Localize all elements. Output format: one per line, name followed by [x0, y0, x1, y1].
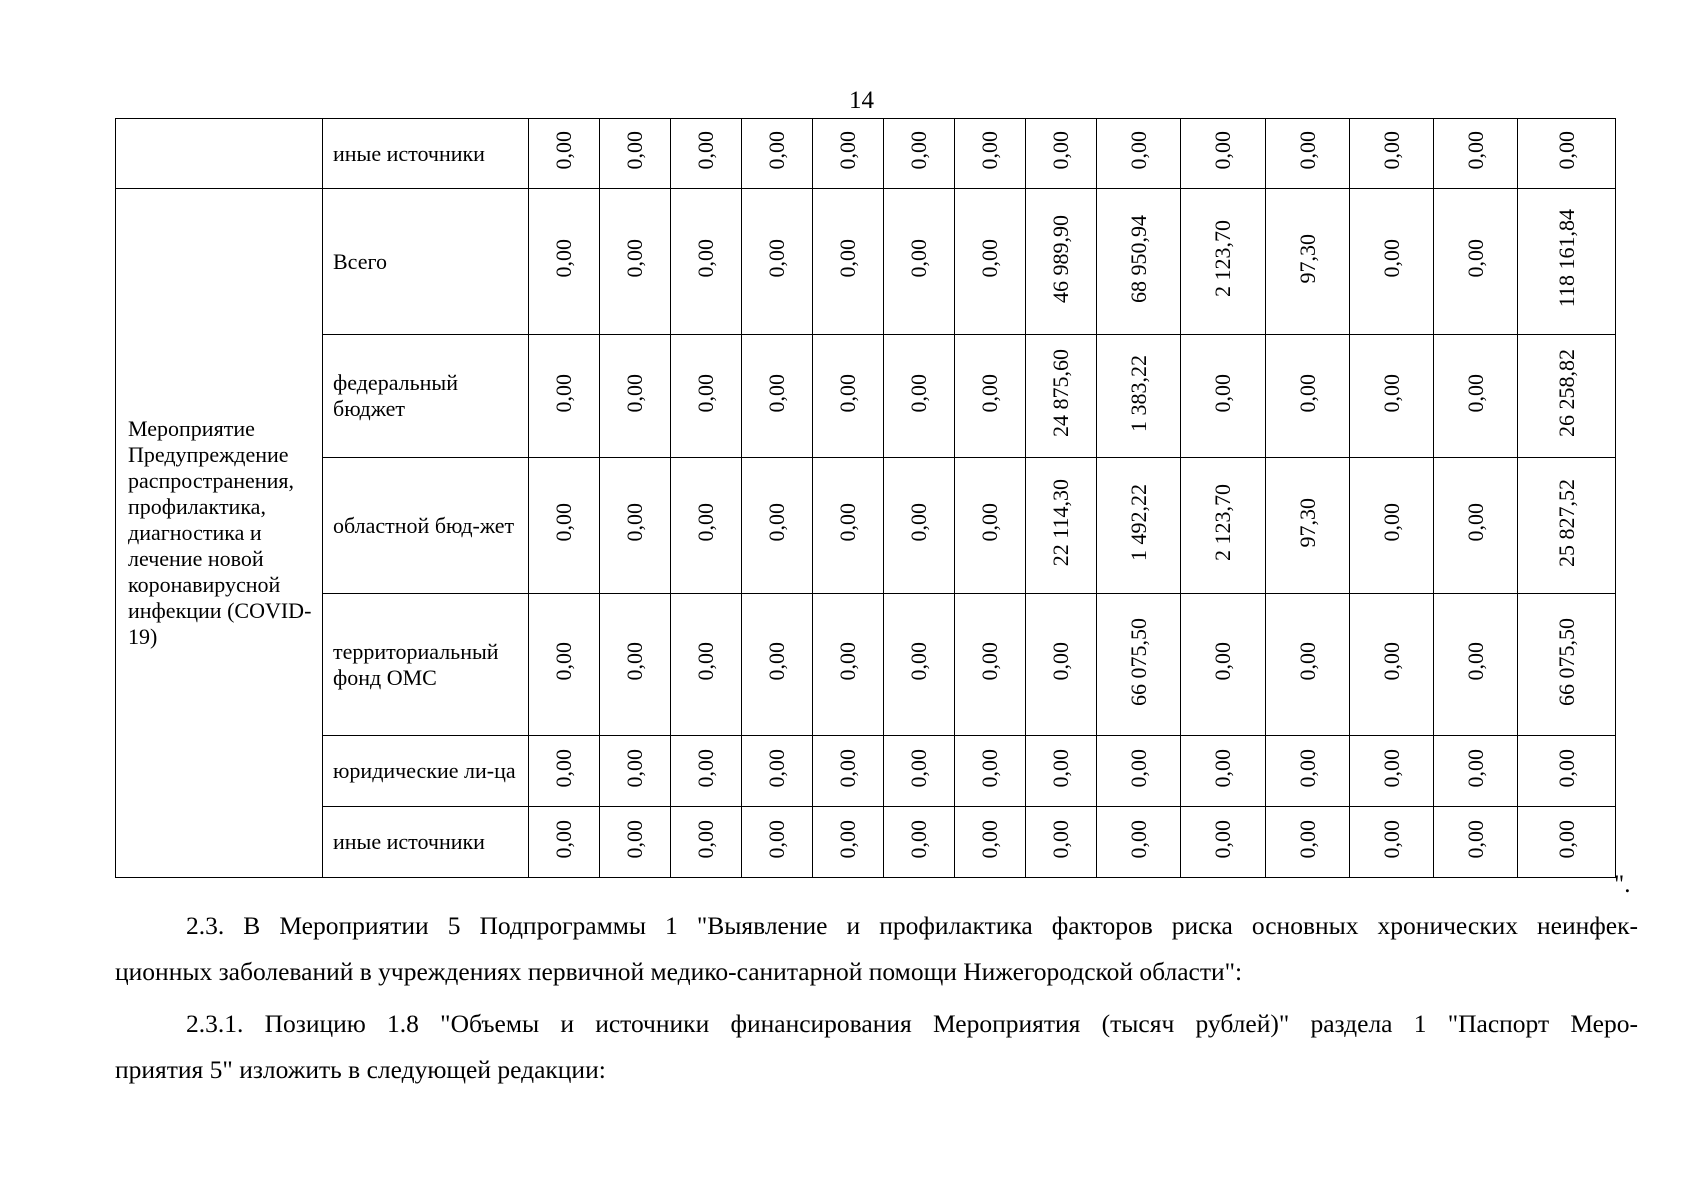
- value-cell: [742, 594, 813, 736]
- value-cell: [1518, 335, 1616, 458]
- value-cell: [742, 807, 813, 878]
- value-cell: [955, 594, 1026, 736]
- value-text: 0,00: [1125, 819, 1151, 859]
- value-cell: [1097, 335, 1181, 458]
- value-cell: [1350, 458, 1434, 594]
- value-cell: [671, 335, 742, 458]
- value-text: 0,00: [1462, 131, 1488, 170]
- paragraph-2-3-1-line-2: приятия 5" изложить в следующей редакции:: [115, 1055, 606, 1084]
- value-cell: [1266, 189, 1350, 335]
- value-cell: [742, 189, 813, 335]
- value-text: 0,00: [1210, 748, 1235, 788]
- value-text: 24 875,60: [1048, 349, 1073, 437]
- funding-source-cell: Всего: [323, 189, 529, 335]
- value-text: 0,00: [551, 642, 576, 681]
- table-row: [116, 335, 1616, 458]
- value-text: 26 258,82: [1553, 349, 1579, 437]
- value-cell: [955, 119, 1026, 189]
- table-row: [116, 807, 1616, 878]
- paragraph-2-3-line-1: 2.3. В Мероприятии 5 Подпрограммы 1 "Выявление и профилактика факторов риска основных хронических неинфек-: [186, 911, 1638, 940]
- value-cell: [1434, 736, 1518, 807]
- value-cell: [1350, 335, 1434, 458]
- value-cell: [813, 807, 884, 878]
- value-text: 0,00: [1378, 642, 1404, 681]
- value-cell: [813, 189, 884, 335]
- value-text: 0,00: [693, 239, 718, 278]
- value-cell: [955, 736, 1026, 807]
- value-cell: [671, 458, 742, 594]
- value-cell: [529, 807, 600, 878]
- value-text: 0,00: [1462, 819, 1488, 859]
- value-cell: [955, 335, 1026, 458]
- value-text: 0,00: [764, 239, 789, 278]
- value-text: 0,00: [1553, 819, 1579, 859]
- value-text: 0,00: [1210, 642, 1235, 681]
- value-cell: [884, 594, 955, 736]
- value-cell: [1518, 807, 1616, 878]
- value-cell: [1026, 736, 1097, 807]
- value-text: 0,00: [1462, 503, 1488, 542]
- value-cell: [1350, 594, 1434, 736]
- value-cell: [884, 458, 955, 594]
- value-text: 0,00: [764, 748, 789, 788]
- table-row: [116, 189, 1616, 335]
- value-cell: [600, 335, 671, 458]
- value-text: 0,00: [1462, 373, 1488, 413]
- page-number: 14: [849, 87, 874, 114]
- value-cell: [529, 189, 600, 335]
- value-text: 0,00: [1210, 131, 1235, 170]
- value-text: 68 950,94: [1125, 214, 1151, 303]
- value-cell: [529, 335, 600, 458]
- value-cell: [813, 119, 884, 189]
- value-text: 2 123,70: [1210, 484, 1235, 561]
- value-text: 0,00: [835, 131, 860, 170]
- paragraph-2-3-line-2: ционных заболеваний в учреждениях первичной медико-санитарной помощи Нижегородской области":: [115, 957, 1243, 986]
- value-text: 0,00: [1462, 748, 1488, 788]
- value-text: 0,00: [906, 373, 931, 413]
- value-text: 0,00: [622, 642, 647, 681]
- value-text: 46 989,90: [1048, 214, 1073, 303]
- value-text: 97,30: [1294, 233, 1320, 284]
- empty-measure-cell: [116, 119, 323, 189]
- value-cell: [742, 335, 813, 458]
- value-text: 0,00: [1125, 131, 1151, 170]
- funding-source-cell: территориальный фонд ОМС: [323, 594, 529, 736]
- table-row: [116, 119, 1616, 189]
- value-text: 0,00: [1048, 642, 1073, 681]
- value-text: 0,00: [1048, 819, 1073, 859]
- value-cell: [529, 594, 600, 736]
- value-text: 0,00: [551, 131, 576, 170]
- value-cell: [884, 335, 955, 458]
- value-text: 0,00: [906, 131, 931, 170]
- value-cell: [1181, 335, 1266, 458]
- value-text: 0,00: [622, 819, 647, 859]
- value-text: 0,00: [835, 642, 860, 681]
- value-cell: [1097, 736, 1181, 807]
- value-cell: [1097, 119, 1181, 189]
- value-cell: [671, 189, 742, 335]
- value-text: 0,00: [622, 748, 647, 788]
- value-text: 0,00: [977, 748, 1002, 788]
- value-text: 0,00: [1210, 819, 1235, 859]
- value-cell: [529, 736, 600, 807]
- value-cell: [1518, 594, 1616, 736]
- value-cell: [1181, 458, 1266, 594]
- value-cell: [1026, 594, 1097, 736]
- value-text: 0,00: [1048, 748, 1073, 788]
- value-text: 0,00: [1210, 373, 1235, 413]
- value-cell: [1266, 458, 1350, 594]
- value-cell: [742, 119, 813, 189]
- value-text: 0,00: [764, 819, 789, 859]
- value-text: 0,00: [693, 748, 718, 788]
- value-text: 0,00: [1553, 748, 1579, 788]
- value-text: 0,00: [551, 239, 576, 278]
- value-text: 0,00: [693, 819, 718, 859]
- value-cell: [1097, 594, 1181, 736]
- funding-source-cell: областной бюд-жет: [323, 458, 529, 594]
- value-text: 0,00: [977, 131, 1002, 170]
- value-cell: [1518, 458, 1616, 594]
- value-cell: [1026, 807, 1097, 878]
- value-cell: [1097, 458, 1181, 594]
- value-text: 0,00: [1294, 373, 1320, 413]
- funding-source-cell: федеральный бюджет: [323, 335, 529, 458]
- paragraph-2-3-1: [115, 1001, 1638, 1093]
- value-cell: [1518, 119, 1616, 189]
- value-text: 0,00: [977, 373, 1002, 413]
- value-text: 0,00: [1378, 373, 1404, 413]
- measure-name-cell: Мероприятие Предупреждение распространения, профилактика, диагностика и лечение новой коронавирусной инфекции (COVID-19): [116, 189, 323, 878]
- value-cell: [1181, 189, 1266, 335]
- value-cell: [813, 736, 884, 807]
- value-text: 0,00: [906, 239, 931, 278]
- value-cell: [955, 189, 1026, 335]
- value-cell: [600, 594, 671, 736]
- value-cell: [529, 119, 600, 189]
- value-text: 0,00: [1378, 503, 1404, 542]
- value-cell: [1266, 335, 1350, 458]
- value-text: 0,00: [551, 503, 576, 542]
- value-cell: [671, 119, 742, 189]
- value-text: 1 492,22: [1125, 484, 1151, 561]
- value-cell: [742, 458, 813, 594]
- value-cell: [884, 189, 955, 335]
- value-cell: [1097, 807, 1181, 878]
- value-cell: [1026, 335, 1097, 458]
- value-text: 0,00: [906, 642, 931, 681]
- value-cell: [1266, 736, 1350, 807]
- value-cell: [600, 736, 671, 807]
- value-cell: [1097, 189, 1181, 335]
- table-row: [116, 458, 1616, 594]
- value-cell: [813, 594, 884, 736]
- value-text: 0,00: [906, 748, 931, 788]
- value-cell: [600, 119, 671, 189]
- value-cell: [884, 119, 955, 189]
- value-text: 118 161,84: [1553, 209, 1579, 308]
- value-text: 0,00: [764, 373, 789, 413]
- value-text: 0,00: [1294, 642, 1320, 681]
- value-text: 0,00: [1378, 131, 1404, 170]
- value-cell: [955, 807, 1026, 878]
- value-text: 0,00: [1378, 819, 1404, 859]
- value-text: 0,00: [693, 642, 718, 681]
- value-cell: [671, 736, 742, 807]
- value-text: 0,00: [1294, 819, 1320, 859]
- value-text: 22 114,30: [1048, 478, 1073, 567]
- value-cell: [1434, 119, 1518, 189]
- value-text: 0,00: [906, 819, 931, 859]
- value-cell: [1434, 594, 1518, 736]
- value-cell: [1434, 189, 1518, 335]
- value-text: 0,00: [835, 503, 860, 542]
- value-cell: [1026, 119, 1097, 189]
- value-text: 0,00: [622, 131, 647, 170]
- value-text: 0,00: [1462, 239, 1488, 278]
- value-cell: [884, 807, 955, 878]
- value-text: 0,00: [551, 819, 576, 859]
- value-text: 0,00: [1378, 748, 1404, 788]
- value-text: 0,00: [1294, 748, 1320, 788]
- value-cell: [1266, 807, 1350, 878]
- funding-source-cell: юридические ли-ца: [323, 736, 529, 807]
- value-text: 0,00: [551, 748, 576, 788]
- value-text: 0,00: [1294, 131, 1320, 170]
- funding-source-cell: иные источники: [323, 807, 529, 878]
- value-text: 0,00: [835, 373, 860, 413]
- financing-table: [115, 118, 1616, 878]
- value-text: 0,00: [835, 748, 860, 788]
- value-cell: [884, 736, 955, 807]
- value-text: 0,00: [977, 819, 1002, 859]
- value-text: 0,00: [1125, 748, 1151, 788]
- value-text: 66 075,50: [1125, 617, 1151, 706]
- value-text: 97,30: [1294, 497, 1320, 548]
- value-text: 0,00: [622, 373, 647, 413]
- value-cell: [1518, 189, 1616, 335]
- value-text: 0,00: [1553, 131, 1579, 170]
- value-text: 0,00: [622, 239, 647, 278]
- value-text: 0,00: [835, 239, 860, 278]
- value-text: 0,00: [1048, 131, 1073, 170]
- value-text: 0,00: [1378, 239, 1404, 278]
- value-text: 0,00: [764, 131, 789, 170]
- value-cell: [1350, 736, 1434, 807]
- value-text: 66 075,50: [1553, 617, 1579, 706]
- value-cell: [1350, 119, 1434, 189]
- value-cell: [813, 458, 884, 594]
- value-text: 0,00: [1462, 642, 1488, 681]
- funding-source-cell: иные источники: [323, 119, 529, 189]
- value-cell: [600, 807, 671, 878]
- value-cell: [529, 458, 600, 594]
- value-cell: [1026, 189, 1097, 335]
- value-cell: [1434, 335, 1518, 458]
- value-text: 1 383,22: [1125, 354, 1151, 432]
- value-text: 0,00: [977, 503, 1002, 542]
- table-row: [116, 736, 1616, 807]
- value-text: 0,00: [622, 503, 647, 542]
- value-text: 0,00: [693, 131, 718, 170]
- value-cell: [813, 335, 884, 458]
- value-cell: [671, 594, 742, 736]
- value-cell: [600, 458, 671, 594]
- value-cell: [1181, 736, 1266, 807]
- value-cell: [742, 736, 813, 807]
- value-cell: [1518, 736, 1616, 807]
- value-cell: [1434, 458, 1518, 594]
- table-row: [116, 594, 1616, 736]
- value-cell: [1181, 807, 1266, 878]
- paragraph-2-3-1-line-1: 2.3.1. Позицию 1.8 "Объемы и источники финансирования Мероприятия (тысяч рублей)" раздела 1 "Паспорт Меро-: [186, 1009, 1638, 1038]
- value-cell: [1026, 458, 1097, 594]
- value-cell: [600, 189, 671, 335]
- value-text: 0,00: [977, 642, 1002, 681]
- value-text: 0,00: [693, 373, 718, 413]
- value-text: 0,00: [764, 642, 789, 681]
- value-cell: [1266, 119, 1350, 189]
- value-text: 0,00: [906, 503, 931, 542]
- value-cell: [1350, 189, 1434, 335]
- value-cell: [1266, 594, 1350, 736]
- value-text: 0,00: [764, 503, 789, 542]
- value-cell: [1434, 807, 1518, 878]
- value-cell: [1350, 807, 1434, 878]
- value-text: 0,00: [551, 373, 576, 413]
- value-cell: [1181, 119, 1266, 189]
- value-text: 2 123,70: [1210, 220, 1235, 297]
- closing-quote: ".: [1614, 871, 1631, 898]
- value-text: 25 827,52: [1553, 478, 1579, 567]
- value-cell: [955, 458, 1026, 594]
- paragraph-2-3: [115, 903, 1638, 995]
- value-text: 0,00: [835, 819, 860, 859]
- value-text: 0,00: [693, 503, 718, 542]
- value-cell: [671, 807, 742, 878]
- value-cell: [1181, 594, 1266, 736]
- value-text: 0,00: [977, 239, 1002, 278]
